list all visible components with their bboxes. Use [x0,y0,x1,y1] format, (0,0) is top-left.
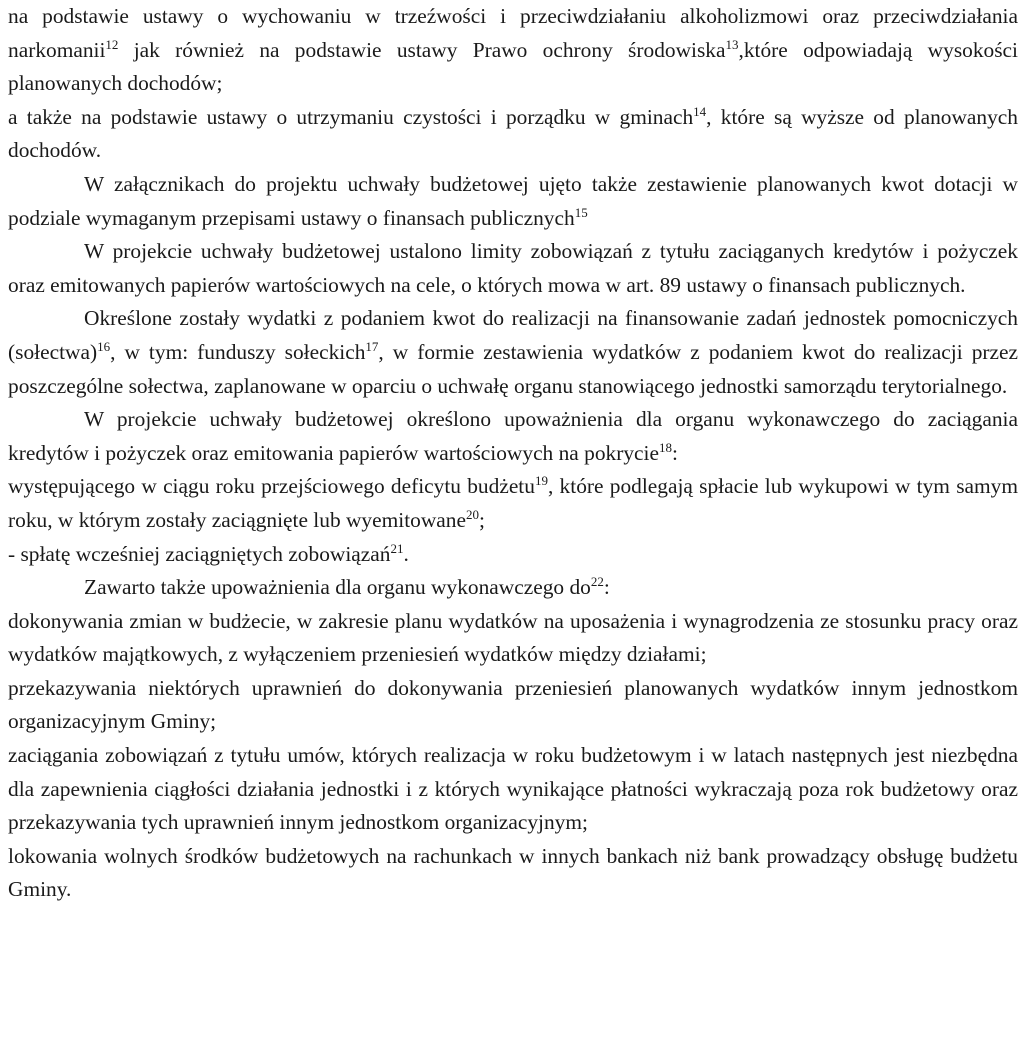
paragraph-text: Określone zostały wydatki z podaniem kwot do realizacji na finansowanie zadań jednostek pomocniczych (sołectwa) [8,306,1018,364]
paragraph-text: W projekcie uchwały budżetowej ustalono limity zobowiązań z tytułu zaciąganych kredytów i pożyczek oraz emitowanych papierów wartościowych na cele, o których mowa w art. 89 ustawy o finansach publicznych. [8,239,1018,297]
paragraph-text: . [403,541,409,566]
paragraph [8,101,1018,168]
paragraph [8,739,1018,840]
paragraph-text: dokonywania zmian w budżecie, w zakresie planu wydatków na uposażenia i wynagrodzenia ze stosunku pracy oraz wydatków majątkowych, z wyłączeniem przeniesień wydatków między działami; [8,608,1018,667]
paragraph-text: - spłatę wcześniej zaciągniętych zobowiązań [8,541,391,566]
paragraph [8,571,1018,605]
paragraph-text: lokowania wolnych środków budżetowych na rachunkach w innych bankach niż bank prowadzący obsługę budżetu Gminy. [8,843,1018,902]
paragraph-text: Zawarto także upoważnienia dla organu wykonawczego do [84,575,591,600]
paragraph-text: , w formie zestawienia wydatków z podaniem kwot do realizacji przez poszczególne sołectwa, zaplanowane w oparciu o uchwałę organu stanowiącego jednostki samorządu terytorialnego. [8,339,1019,398]
footnote-marker: 22 [590,573,604,589]
paragraph-text: występującego w ciągu roku przejściowego deficytu budżetu [8,474,535,499]
footnote-marker: 15 [574,204,588,220]
paragraph-text: przekazywania niektórych uprawnień do dokonywania przeniesień planowanych wydatków innym jednostkom organizacyjnym Gminy; [8,675,1018,734]
paragraph [8,538,1018,572]
paragraph-text: W załącznikach do projektu uchwały budżetowej ujęto także zestawienie planowanych kwot dotacji w podziale wymaganym przepisami ustawy o finansach publicznych [8,171,1018,230]
footnote-marker: 13 [725,36,739,52]
paragraph-text: na podstawie ustawy o wychowaniu w trzeźwości i przeciwdziałaniu alkoholizmowi oraz przeciwdziałania narkomanii [8,4,1018,62]
paragraph-text: ; [478,507,485,532]
paragraph-text: , które są wyższe od planowanych dochodów. [8,104,1018,163]
paragraph [8,605,1018,672]
footnote-marker: 21 [390,540,404,556]
footnote-marker: 12 [105,36,119,52]
paragraph-text: zaciągania zobowiązań z tytułu umów, których realizacja w roku budżetowym i w latach następnych jest niezbędna dla zapewnienia ciągłości działania jednostki i z których wynikające płatności wykraczają poza rok budżetowy oraz przekazywania tych uprawnień innym jednostkom organizacyjnym; [8,743,1018,835]
paragraph-text: , które podlegają spłacie lub wykupowi w tym samym roku, w którym zostały zaciągnięte lub wyemitowane [8,474,1018,532]
paragraph [8,168,1018,235]
footnote-marker: 18 [658,439,672,455]
footnote-marker: 20 [465,506,479,522]
footnote-marker: 17 [365,338,379,354]
paragraph-text: : [603,575,610,600]
paragraph-text: jak również na podstawie ustawy Prawo ochrony środowiska [118,37,726,62]
footnote-marker: 14 [693,103,707,119]
paragraph [8,0,1018,101]
paragraph [8,840,1018,907]
paragraph-text: : [671,440,678,465]
paragraph-text: a także na podstawie ustawy o utrzymaniu czystości i porządku w gminach [8,104,694,129]
footnote-marker: 19 [534,473,548,489]
paragraph-text: , w tym: funduszy sołeckich [110,339,366,364]
paragraph [8,672,1018,739]
paragraph [8,302,1018,403]
paragraph-text: ,które odpowiadają wysokości planowanych dochodów; [8,37,1018,96]
paragraph [8,235,1018,302]
paragraph [8,403,1018,470]
paragraph-text: W projekcie uchwały budżetowej określono upoważnienia dla organu wykonawczego do zaciągania kredytów i pożyczek oraz emitowania papierów wartościowych na pokrycie [8,407,1018,465]
footnote-marker: 16 [97,338,111,354]
paragraph [8,470,1018,537]
document-page [8,0,1018,907]
